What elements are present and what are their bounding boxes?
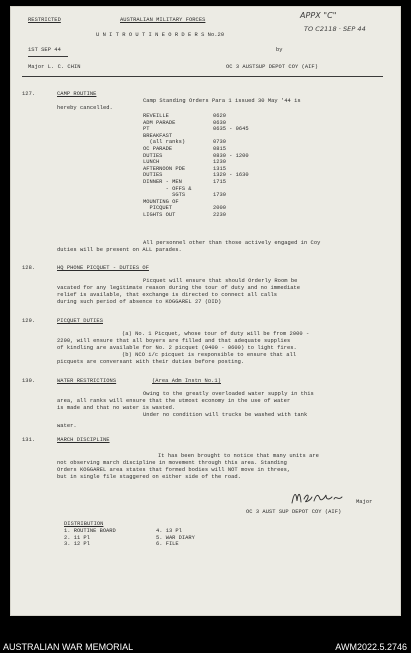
schedule-row: PICQUET 2000 [143, 205, 226, 212]
distribution-item: 3. 12 Pl [64, 541, 90, 548]
order-text: (b) NCO i/c picquet is responsible to ensure that all [122, 352, 297, 358]
schedule-row: OC PARADE 0815 [143, 145, 226, 152]
signature-unit: OC 3 AUST SUP DEPOT COY (AIF) [246, 509, 342, 515]
reference-annotation: TO C2118 · SEP 44 [304, 25, 366, 33]
handwritten-signature [290, 487, 344, 507]
order-text: water. [57, 423, 77, 429]
schedule-row: ADM PARADE 0630 [143, 119, 226, 126]
order-text: area, all ranks will ensure that the utmost economy in the use of water [57, 398, 291, 404]
order-text: It has been brought to notice that many units are [158, 453, 319, 459]
order-text: Under no condition will trucks be washed with tank [143, 412, 308, 418]
distribution-list-right [156, 528, 195, 548]
order-title: CAMP ROUTINE [57, 91, 97, 97]
order-text: All personnel other than those actively engaged in Coy [143, 240, 321, 246]
schedule-row: PT 0635 - 0645 [143, 126, 249, 133]
forces-label: AUSTRALIAN MILITARY FORCES [120, 17, 206, 23]
archive-reference: AWM2022.5.2746 [335, 642, 407, 652]
order-text: but in single file staggered on either side of the road. [57, 474, 241, 480]
distribution-item: 2. 11 Pl [64, 534, 90, 541]
appendix-annotation: APPX "C" [300, 11, 337, 20]
order-title: HQ PHONE PICQUET - DUTIES OF [57, 265, 149, 271]
order-text: during such period of absence to KOGGAREL 27 (DID) [57, 299, 222, 305]
by-label: by [276, 47, 283, 53]
schedule-row: LIGHTS OUT 2230 [143, 211, 226, 218]
restricted-label: RESTRICTED [28, 17, 61, 23]
document-title: U N I T R O U T I N E O R D E R S No.20 [96, 32, 225, 38]
order-text: Camp Standing Orders Para 1 issued 30 May '44 is [143, 98, 301, 104]
distribution-title: DISTRIBUTION [64, 521, 104, 527]
date-underline [28, 56, 68, 57]
order-text: is made and that no water is wasted. [57, 405, 176, 411]
schedule-row: DUTIES 0830 - 1200 [143, 152, 249, 159]
distribution-item: 1. ROUTINE BOARD [64, 528, 116, 534]
officer-unit: OC 3 AUSTSUP DEPOT COY (AIF) [226, 64, 318, 70]
order-text: Orders KOGGAREL area states that formed bodies will NOT move in threes, [57, 467, 291, 473]
order-number: 128. [22, 265, 36, 271]
order-number: 130. [22, 378, 36, 384]
order-text: relief is available, that exchange is directed to connect all calls [57, 292, 278, 298]
order-subtitle: (Area Adm Instn No.1) [152, 378, 221, 384]
distribution-item: 4. 13 Pl [156, 528, 182, 534]
schedule-row: DUTIES 1320 - 1630 [143, 172, 249, 179]
schedule-row: REVEILLE 0620 [143, 113, 226, 119]
order-text: of kindling are available for No. 2 picquet (0400 - 0600) to light fires. [57, 345, 297, 351]
schedule-row: LUNCH 1230 [143, 159, 226, 166]
order-number: 131. [22, 437, 36, 443]
order-number: 129. [22, 318, 36, 324]
order-text: not observing march discipline in movement through this area. Standing [57, 460, 287, 466]
schedule-row: DINNER - MEN 1715 [143, 178, 226, 185]
archive-footer [0, 616, 411, 653]
order-title: WATER RESTRICTIONS [57, 378, 117, 384]
order-text: Picquet will ensure that should Orderly Room be [143, 278, 298, 284]
officer-name: Major L. C. CHIN [28, 64, 81, 70]
order-text: duties will be present on ALL parades. [57, 247, 182, 253]
schedule-row: AFTERNOON PDE 1315 [143, 165, 226, 172]
distribution-item: 5. WAR DIARY [156, 534, 195, 541]
distribution-list-left [64, 528, 116, 548]
order-title: PICQUET DUTIES [57, 318, 103, 324]
schedule-row: BREAKFAST [143, 132, 173, 139]
header-rule [22, 76, 383, 77]
order-text: hereby cancelled. [57, 105, 113, 111]
order-date: 1ST SEP 44 [28, 47, 61, 53]
schedule-row: (all ranks) 0730 [143, 139, 226, 146]
order-text: picquets are conversant with their duties before posting. [57, 359, 245, 365]
schedule-row: - OFFS & [143, 185, 192, 192]
archive-name: AUSTRALIAN WAR MEMORIAL [3, 642, 134, 652]
order-text: 2200, will ensure that all boyers are filled and that adequate supplies [57, 338, 291, 344]
order-title: MARCH DISCIPLINE [57, 437, 110, 443]
order-text: (a) No. 1 Picquet, whose tour of duty will be from 2000 - [122, 331, 310, 337]
distribution-item: 6. FILE [156, 541, 179, 548]
schedule-row: MOUNTING OF [143, 198, 179, 205]
schedule-row: SGTS 1730 [143, 192, 226, 199]
order-text: Owing to the greatly overloaded water supply in this [143, 391, 314, 397]
order-number: 127. [22, 91, 36, 97]
order-text: vacated for any legitimate reason during the tour of duty and no immediate [57, 285, 301, 291]
routine-schedule [143, 113, 249, 219]
signature-rank: Major [356, 499, 373, 505]
